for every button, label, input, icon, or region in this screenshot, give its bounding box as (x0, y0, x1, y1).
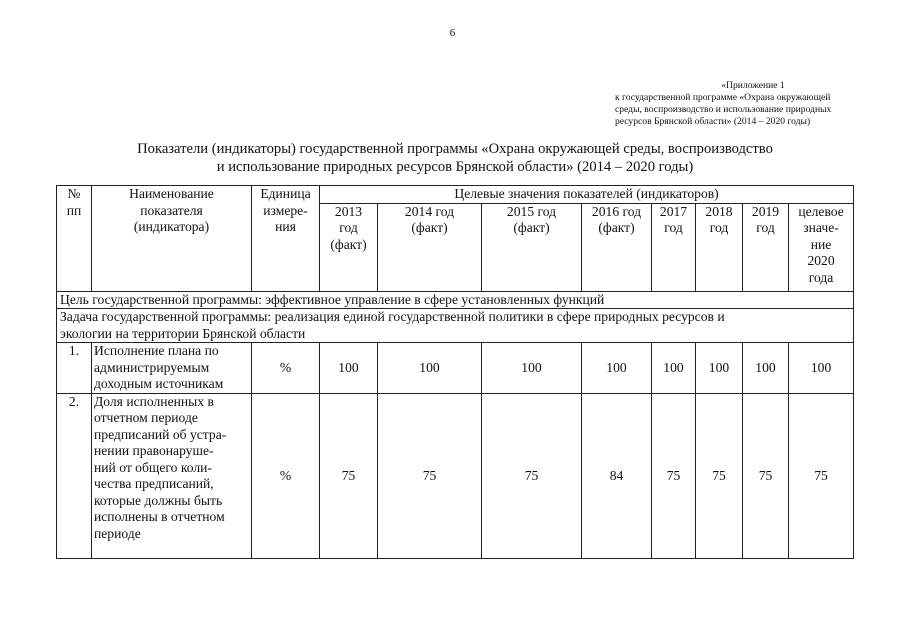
header-line: значе- (803, 220, 839, 235)
row-value-2016: 100 (582, 343, 652, 394)
header-line: Наименование (129, 186, 214, 201)
row-num: 2. (57, 393, 92, 559)
row-name-line: доходным источникам (94, 376, 224, 391)
row-value-2013: 100 (320, 343, 378, 394)
header-line: год (756, 220, 775, 235)
row-name-line: периоде (94, 525, 141, 541)
row-value-2019: 100 (743, 343, 789, 394)
header-line: год (339, 220, 358, 235)
row-name-line: предписаний об устра- (94, 426, 227, 442)
row-name (92, 393, 252, 559)
header-line: 2018 (705, 203, 733, 219)
header-year-2013 (320, 203, 378, 291)
row-unit: % (252, 393, 320, 559)
row-value-2015: 100 (482, 343, 582, 394)
row-name-line: администрируемым (94, 359, 210, 375)
indicators-table (56, 185, 854, 559)
row-value-2018: 75 (696, 393, 743, 559)
header-year-2016 (582, 203, 652, 291)
header-year-2019 (743, 203, 789, 291)
row-name-line: нении правонаруше- (94, 443, 214, 458)
appendix-line: среды, воспроизводство и использование природных (615, 104, 832, 115)
goal-row (57, 291, 854, 309)
row-name-line: Исполнение плана по (94, 343, 219, 358)
row-value-2020: 75 (789, 393, 854, 559)
goal-text: Цель государственной программы: эффективное управление в сфере установленных функций (57, 291, 854, 309)
header-year-2015 (482, 203, 582, 291)
header-line: пп (66, 202, 82, 218)
table-row (57, 343, 854, 394)
table-row (57, 393, 854, 559)
appendix-line: ресурсов Брянской области» (2014 – 2020 годы) (615, 116, 811, 127)
document-title (60, 140, 850, 176)
header-line: (индикатора) (133, 219, 210, 234)
row-name-line: которые должны быть (94, 492, 223, 508)
header-line: год (664, 220, 683, 235)
header-line: целевое (798, 203, 844, 219)
header-line: (факт) (598, 220, 635, 235)
header-line: ние (810, 236, 832, 252)
header-line: 2016 год (591, 203, 642, 219)
appendix-line: «Приложение 1 (721, 80, 785, 91)
header-line: ния (275, 219, 296, 234)
row-value-2019: 75 (743, 393, 789, 559)
row-value-2017: 75 (652, 393, 696, 559)
row-name-line: Доля исполненных в (94, 393, 214, 409)
appendix-line: к государственной программе «Охрана окружающей (615, 92, 831, 103)
task-text (57, 309, 854, 343)
header-line: 2017 (659, 203, 688, 219)
title-line: и использование природных ресурсов Брянской области» (2014 – 2020 годы) (216, 159, 694, 175)
task-line: Задача государственной программы: реализация единой государственной политики в сфере природных ресурсов и (60, 309, 725, 324)
header-row (57, 186, 854, 204)
row-value-2014: 75 (378, 393, 482, 559)
row-value-2013: 75 (320, 393, 378, 559)
header-line: измере- (263, 202, 308, 218)
header-line: (факт) (330, 236, 367, 252)
row-value-2017: 100 (652, 343, 696, 394)
header-line: 2015 год (506, 203, 557, 219)
row-value-2020: 100 (789, 343, 854, 394)
row-value-2016: 84 (582, 393, 652, 559)
header-year-2014 (378, 203, 482, 291)
row-name-line: чества предписаний, (94, 476, 214, 491)
header-num (57, 186, 92, 292)
header-line: год (709, 220, 729, 235)
row-value-2014: 100 (378, 343, 482, 394)
header-name (92, 186, 252, 292)
header-unit (252, 186, 320, 292)
header-line: (факт) (513, 220, 550, 235)
header-target-2020 (789, 203, 854, 291)
header-line: 2020 (807, 253, 835, 268)
header-year-2018 (696, 203, 743, 291)
row-value-2018: 100 (696, 343, 743, 394)
page-number: 6 (449, 27, 456, 39)
header-line: 2019 (751, 203, 780, 219)
header-line: года (808, 269, 834, 285)
header-target-group: Целевые значения показателей (индикаторов) (320, 186, 854, 204)
header-line: показателя (140, 202, 203, 218)
task-row (57, 309, 854, 343)
row-num: 1. (57, 343, 92, 394)
header-year-2017 (652, 203, 696, 291)
row-name-line: ний от общего коли- (94, 459, 212, 475)
header-line: Единица (260, 186, 311, 201)
row-name-line: отчетном периоде (94, 410, 198, 425)
row-unit: % (252, 343, 320, 394)
header-line: 2014 год (404, 203, 455, 219)
row-name-line: исполнены в отчетном (94, 509, 225, 524)
title-line: Показатели (индикаторы) государственной программы «Охрана окружающей среды, воспроизводство (137, 141, 773, 157)
row-name (92, 343, 252, 394)
header-line: (факт) (411, 220, 448, 235)
header-line: № (67, 186, 81, 201)
task-line: экологии на территории Брянской области (60, 325, 306, 341)
row-value-2015: 75 (482, 393, 582, 559)
appendix-note (615, 80, 855, 128)
header-line: 2013 (334, 203, 363, 219)
